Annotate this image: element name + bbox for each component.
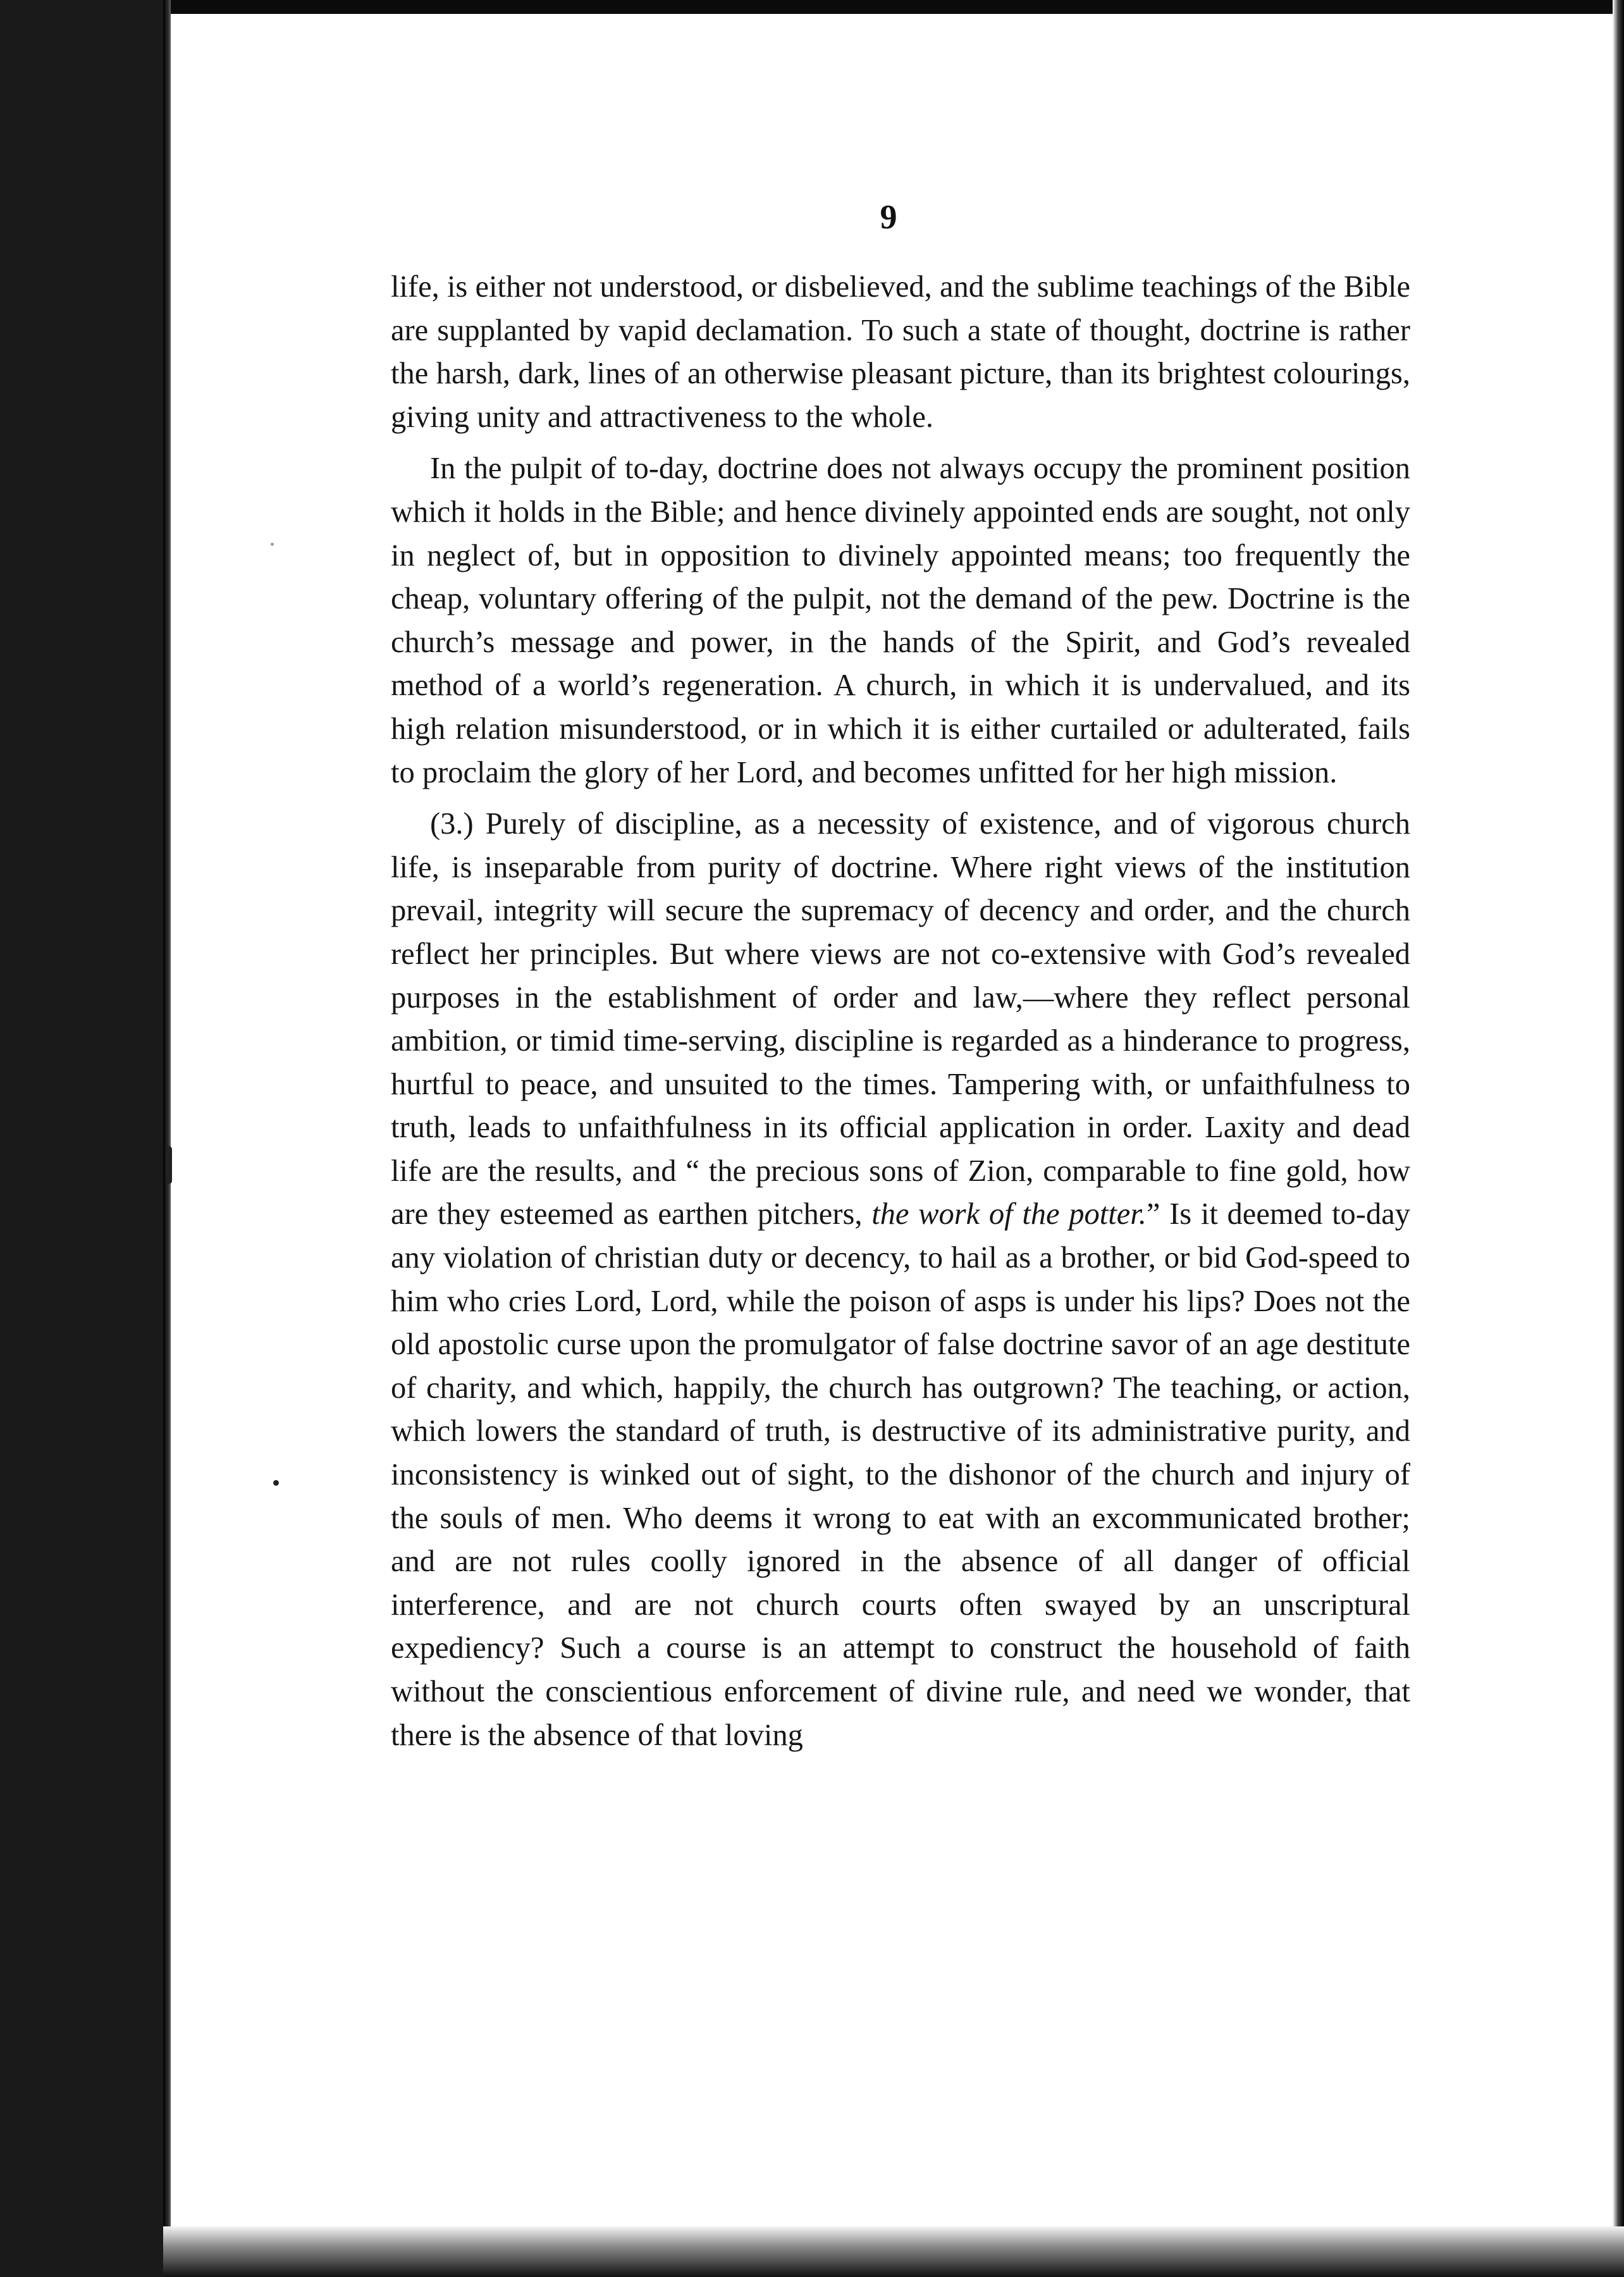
page-right-edge xyxy=(1613,0,1624,2277)
paragraph-continuation: life, is either not understood, or disbelieved, and the sublime teachings of the Bible are supplanted by vapid declamation. To such a state of thought, doctrine is rather the harsh, dark, lines of an otherwise pleasant picture, than its brightest colourings, giving unity and attractiveness to the whole. xyxy=(391,270,1410,434)
paragraph-pulpit-doctrine: In the pulpit of to-day, doctrine does not always occupy the prominent position which it holds in the Bible; and hence divinely appointed ends are sought, not only in neglect of, but in opposition to divinely appointed means; too frequently the cheap, voluntary offering of the pulpit, not the demand of the pew. Doctrine is the church’s message and power, in the hands of the Spirit, and God’s revealed method of a world’s regeneration. A church, in which it is undervalued, and its high relation misunderstood, or in which it is either curtailed or adulterated, fails to proclaim the glory of her Lord, and becomes unfitted for her high mission. xyxy=(391,452,1410,789)
margin-mark-arrow xyxy=(166,1146,172,1184)
page-number: 9 xyxy=(880,198,897,236)
margin-mark-dot xyxy=(273,1480,279,1486)
italic-quotation: the work of the potter. xyxy=(871,1197,1147,1231)
page-bottom-edge xyxy=(163,2226,1624,2277)
body-text xyxy=(391,266,1410,1757)
paragraph-discipline xyxy=(391,803,1410,1757)
paragraph-discipline-part-2: ” Is it deemed to-day any violation of christian duty or decency, to hail as a brother, or bid God-speed to him who cries Lord, Lord, while the poison of asps is under his lips? Does not the old apostolic curse upon the promulgator of false doctrine savor of an age destitute of charity, and which, happily, the church has outgrown? The teaching, or action, which lowers the standard of truth, is destructive of its administrative purity, and inconsistency is winked out of sight, to the dishonor of the church and injury of the souls of men. Who deems it wrong to eat with an excommunicated brother; and are not rules coolly ignored in the absence of all danger of official interference, and are not church courts often swayed by an unscriptural expediency? Such a course is an attempt to construct the household of faith without the conscientious enforcement of divine rule, and need we wonder, that there is the absence of that loving xyxy=(391,1197,1410,1752)
paragraph-discipline-part-1: (3.) Purely of discipline, as a necessity of existence, and of vigorous church life, is inseparable from purity of doctrine. Where right views of the institution prevail, integrity will secure the supremacy of decency and order, and the church reflect her principles. But where views are not co-extensive with God’s revealed purposes in the establishment of order and law,—where they reflect personal ambition, or timid time-serving, discipline is regarded as a hinderance to progress, hurtful to peace, and unsuited to the times. Tampering with, or unfaithfulness to truth, leads to unfaithfulness in its official application in order. Laxity and dead life are the results, and “ the precious sons of Zion, comparable to fine gold, how are they esteemed as earthen pitchers, xyxy=(391,807,1410,1231)
margin-mark-dot-small xyxy=(271,543,274,546)
